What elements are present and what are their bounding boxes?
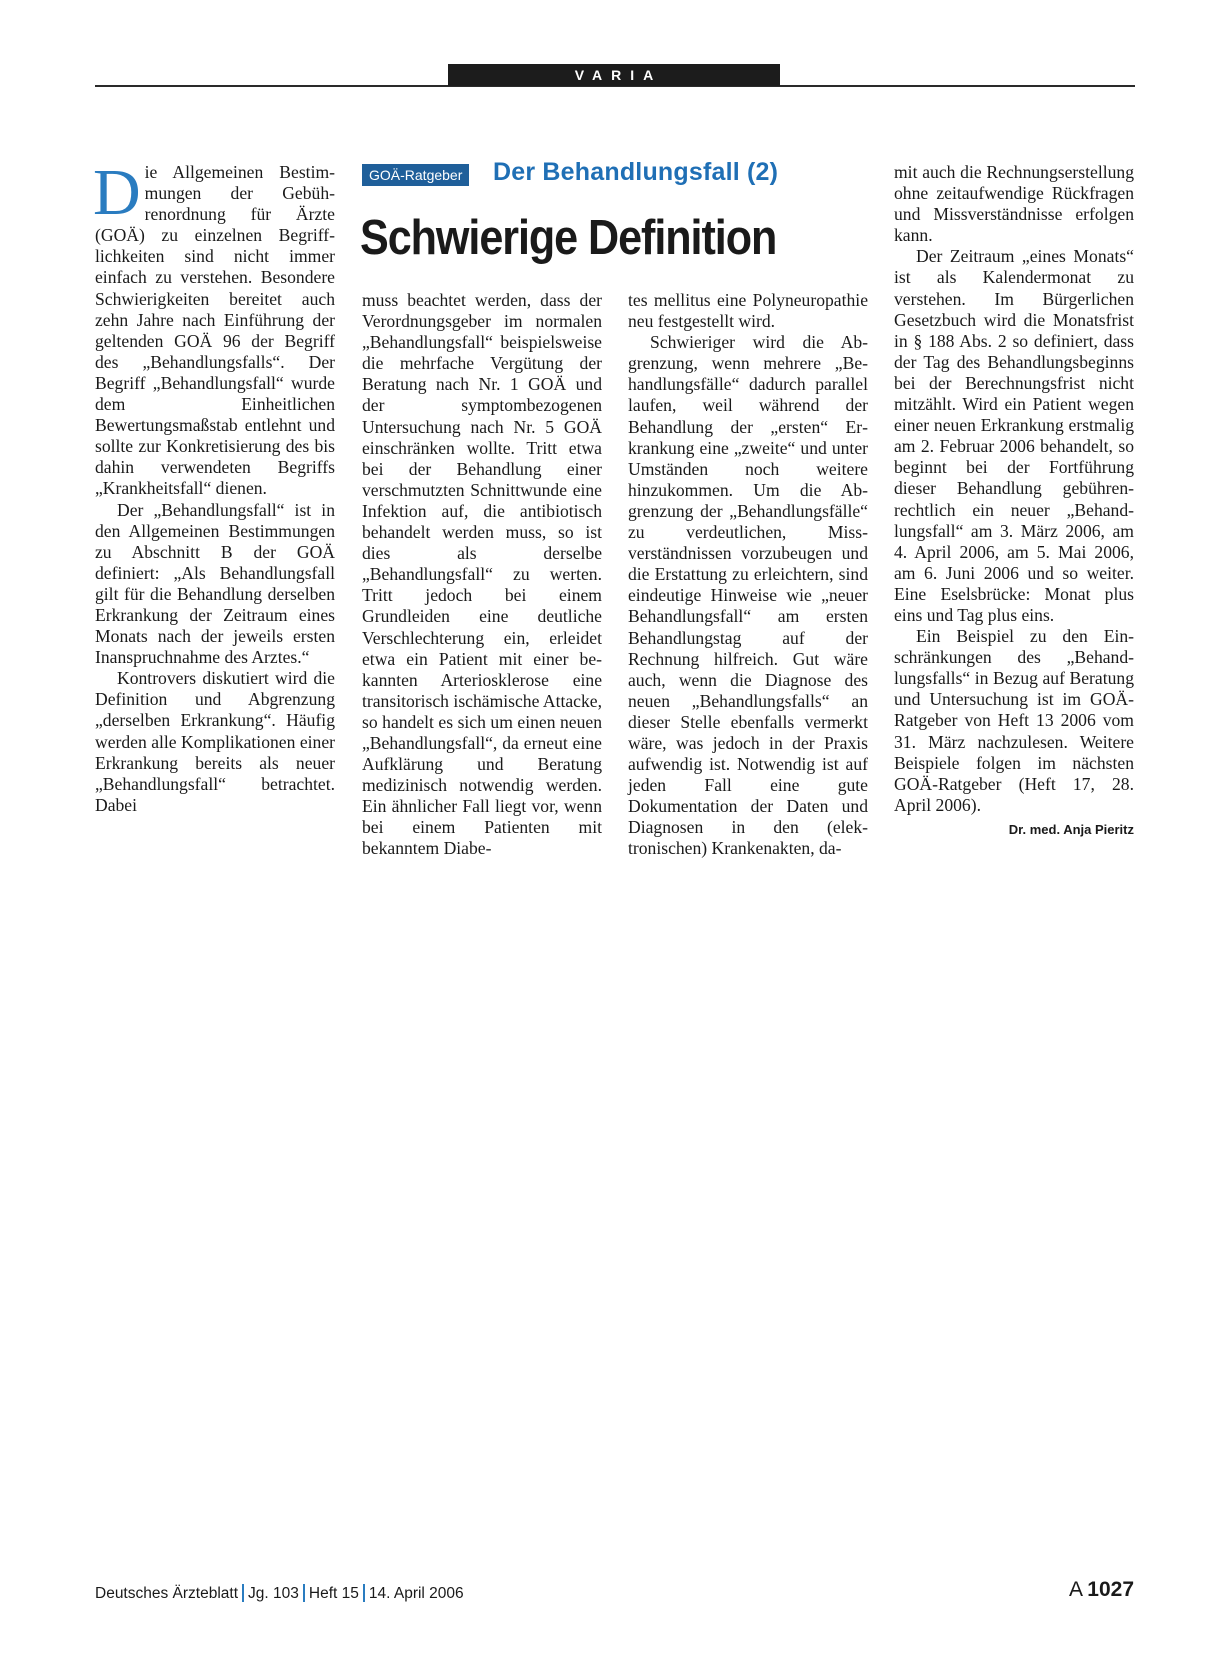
article-column-1 <box>93 156 335 816</box>
headline: Schwierige Definition <box>360 211 777 265</box>
paragraph: muss beachtet werden, dass der Verordnungsgeber im normalen „Behandlungsfall“ beispielsweise die mehrfache Vergütung der Beratung nach Nr. 1 GOÄ und der symptombezogenen Untersuchung nach Nr. 5 GOÄ einschränken wollte. Tritt etwa bei der Behandlung einer verschmutzten Schnittwunde eine Infektion auf, die antibiotisch behandelt werden muss, so ist dies als derselbe „Behandlungsfall“ zu werten. Tritt jedoch bei einem Grundleiden eine deutliche Verschlechterung ein, erleidet etwa ein Patient mit einer bekannten Arteriosklerose eine transitorisch ischämische Attacke, so handelt es sich um einen neuen „Behandlungsfall“, da erneut eine Aufklärung und Beratung medizinisch notwendig werden. Ein ähnlicher Fall liegt vor, wenn bei einem Patienten mit bekanntem Diabe- <box>362 290 602 859</box>
journal-issue: Heft 15 <box>308 1585 359 1602</box>
journal-date: 14. April 2006 <box>368 1585 464 1602</box>
page-number-value: 1027 <box>1087 1578 1134 1601</box>
paragraph: Ein Beispiel zu den Einschränkungen des „Behandlungsfalls“ in Bezug auf Beratung und Untersuchung ist im GOÄ-Ratgeber von Heft 13 2006 vom 31. März nachzulesen. Weitere Beispiele folgen im nächsten GOÄ-Ratgeber (Heft 17, 28. April 2006). <box>894 626 1134 815</box>
footer-separator <box>242 1584 244 1602</box>
article-column-3 <box>628 290 868 860</box>
footer-citation <box>95 1584 464 1603</box>
author-byline: Dr. med. Anja Pieritz <box>1008 821 1134 837</box>
kicker-badge: GOÄ-Ratgeber <box>362 164 469 186</box>
paragraph: Schwieriger wird die Abgrenzung, wenn mehrere „Behandlungsfälle“ dadurch parallel laufen, weil während der Behandlung der „ersten“ Erkrankung eine „zweite“ und unter Umständen noch weitere hinzukommen. Um die Abgrenzung der „Behandlungsfälle“ zu verdeutlichen, Missverständnissen vorzubeugen und die Erstattung zu erleichtern, sind eindeutige Hinweise wie „neuer Behandlungsfall“ am ersten Behandlungstag auf der Rechnung hilfreich. Gut wäre auch, wenn die Diagnose des neuen „Behandlungsfalls“ an dieser Stelle ebenfalls vermerkt wäre, was jedoch in der Praxis aufwendig ist. Notwendig ist auf jeden Fall eine gute Dokumentation der Daten und Diagnosen in den (elektronischen) Krankenakten, da- <box>628 332 868 859</box>
section-label: VARIA <box>448 64 780 86</box>
journal-volume: Jg. 103 <box>248 1585 299 1602</box>
page-prefix: A <box>1069 1578 1084 1601</box>
paragraph: Der „Behandlungsfall“ ist in den Allgemeinen Bestimmungen zu Abschnitt B der GOÄ definiert: „Als Behandlungsfall gilt für die Behandlung derselben Erkrankung der Zeitraum eines Monats nach der jeweils ersten Inanspruchnahme des Arztes.“ <box>95 499 335 668</box>
paragraph: mit auch die Rechnungserstellung ohne zeitaufwendige Rückfragen und Missverständnisse erfolgen kann. <box>894 162 1134 246</box>
paragraph-text: ie Allgemeinen Bestimmungen der Gebührenordnung für Ärzte (GOÄ) zu einzelnen Begrifflichkeiten sind nicht immer einfach zu verstehen. Besondere Schwierigkeiten bereitet auch zehn Jahre nach Einführung der geltenden GOÄ 96 der Begriff des „Behandlungsfalls“. Der Begriff „Behandlungsfall“ wurde dem Einheitlichen Bewertungsmaßstab entlehnt und sollte zur Konkretisierung des bis dahin verwendeten Begriffs „Krankheitsfall“ dienen. <box>95 162 335 499</box>
article-column-2 <box>362 290 602 860</box>
dropcap: D <box>93 156 141 229</box>
footer-separator <box>363 1584 365 1602</box>
article-column-4 <box>894 162 1134 840</box>
journal-name: Deutsches Ärzteblatt <box>95 1585 239 1602</box>
paragraph: Kontrovers diskutiert wird die Definition und Abgrenzung „derselben Erkrankung“. Häufig werden alle Komplikationen einer Erkrankung bereits als neuer „Behandlungsfall“ betrachtet. Dabei <box>95 668 335 815</box>
page-number <box>1069 1578 1134 1602</box>
footer-separator <box>303 1584 305 1602</box>
kicker-title: Der Behandlungsfall (2) <box>493 158 779 186</box>
paragraph <box>93 156 335 500</box>
paragraph: Der Zeitraum „eines Monats“ ist als Kalendermonat zu verstehen. Im Bürgerlichen Gesetzbuch wird die Monatsfrist in § 188 Abs. 2 so definiert, dass der Tag des Behandlungsbeginns bei der Berechnungsfrist nicht mitzählt. Wird ein Patient wegen einer neuen Erkrankung erstmalig am 2. Februar 2006 behandelt, so beginnt bei der Fortführung dieser Behandlung gebührenrechtlich ein neuer „Behandlungsfall“ am 3. März 2006, am 4. April 2006, am 5. Mai 2006, am 6. Juni 2006 und so weiter. Eine Eselsbrücke: Monat plus eins und Tag plus eins. <box>894 246 1134 625</box>
paragraph: tes mellitus eine Polyneuropathie neu festgestellt wird. <box>628 290 868 332</box>
